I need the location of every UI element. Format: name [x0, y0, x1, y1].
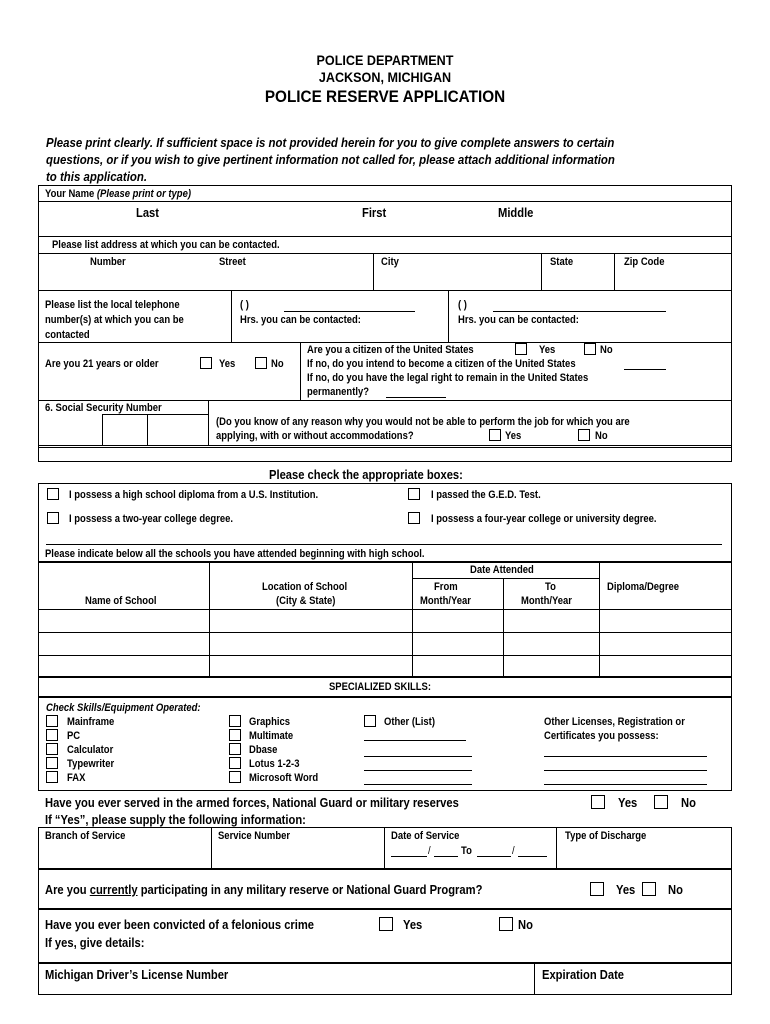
other-skill-line-2[interactable]	[364, 756, 472, 757]
service-number-field[interactable]: Service Number	[218, 830, 291, 842]
age-bottom-line	[38, 400, 732, 401]
address-zip-field[interactable]: Zip Code	[624, 256, 665, 268]
phone-label-1: Please list the local telephone	[45, 299, 180, 311]
citizen-remain-question: If no, do you have the legal right to remain in the United States	[307, 372, 589, 384]
felony-no-checkbox[interactable]	[499, 917, 513, 931]
hs-diploma-checkbox[interactable]	[47, 488, 59, 500]
drivers-license-field[interactable]: Michigan Driver’s License Number	[45, 967, 229, 982]
schools-col-divider-2	[412, 562, 413, 677]
header-location-2: (City & State)	[276, 595, 336, 607]
skill-lotus-checkbox[interactable]	[229, 757, 241, 769]
header-location-1: Location of School	[262, 581, 348, 593]
skill-calculator-checkbox[interactable]	[46, 743, 58, 755]
date-attended-underline	[412, 578, 599, 579]
job-no-checkbox[interactable]	[578, 429, 590, 441]
citizen-permanently-label: permanently?	[307, 386, 370, 398]
skill-fax-label: FAX	[67, 772, 86, 784]
phone-2-hours-label: Hrs. you can be contacted:	[458, 314, 579, 326]
other-skill-line-3[interactable]	[364, 770, 472, 771]
current-yes-label: Yes	[616, 882, 636, 897]
address-number-field[interactable]: Number	[90, 256, 126, 268]
header-to-1: To	[545, 581, 556, 593]
two-year-label: I possess a two-year college degree.	[69, 513, 234, 525]
citizen-yes-checkbox[interactable]	[515, 343, 527, 355]
license-divider	[534, 963, 535, 995]
ssn-input[interactable]	[102, 414, 208, 415]
military-no-checkbox[interactable]	[654, 795, 668, 809]
military-divider-1	[211, 827, 212, 869]
felony-yes-checkbox[interactable]	[379, 917, 393, 931]
ssn-tick-1	[102, 414, 103, 445]
skill-multimate-checkbox[interactable]	[229, 729, 241, 741]
felony-no-label: No	[518, 917, 533, 932]
phone-bottom-line	[38, 342, 732, 343]
skill-graphics-label: Graphics	[249, 716, 291, 728]
license-line-3[interactable]	[544, 784, 707, 785]
your-name-text: Your Name	[45, 188, 95, 200]
military-yes-checkbox[interactable]	[591, 795, 605, 809]
service-to-year[interactable]	[518, 856, 547, 857]
military-divider-3	[556, 827, 557, 869]
header-to-2: Month/Year	[521, 595, 572, 607]
age-yes-label: Yes	[219, 358, 236, 370]
current-yes-checkbox[interactable]	[590, 882, 604, 896]
skill-mainframe-checkbox[interactable]	[46, 715, 58, 727]
service-to-slash: /	[512, 845, 515, 857]
form-title: POLICE RESERVE APPLICATION	[264, 87, 506, 106]
skill-dbase-checkbox[interactable]	[229, 743, 241, 755]
military-yes-label: Yes	[618, 795, 638, 810]
current-emphasis: currently	[89, 882, 138, 897]
skill-typewriter-label: Typewriter	[67, 758, 115, 770]
header-from-2: Month/Year	[420, 595, 471, 607]
felony-yes-label: Yes	[403, 917, 423, 932]
current-military-question	[45, 882, 482, 897]
schools-col-divider-1	[209, 562, 210, 677]
job-question-line-1: (Do you know of any reason why you would not be able to perform the job for which you are	[216, 416, 630, 428]
skill-calculator-label: Calculator	[67, 744, 114, 756]
intro-line-3: to this application.	[46, 169, 148, 184]
schools-header-bottom	[38, 609, 732, 610]
military-no-label: No	[681, 795, 696, 810]
phone-2-input[interactable]	[493, 311, 666, 312]
job-yes-label: Yes	[505, 430, 522, 442]
expiration-date-field[interactable]: Expiration Date	[542, 967, 625, 982]
ssn-label: 6. Social Security Number	[45, 402, 162, 414]
two-year-checkbox[interactable]	[47, 512, 59, 524]
address-bottom-line	[38, 290, 732, 291]
phone-2-area-code: ( )	[458, 299, 467, 311]
citizen-divider	[300, 342, 301, 400]
skill-fax-checkbox[interactable]	[46, 771, 58, 783]
header-diploma: Diploma/Degree	[607, 581, 680, 593]
service-to-month[interactable]	[477, 856, 511, 857]
citizen-no-checkbox[interactable]	[584, 343, 596, 355]
ged-label: I passed the G.E.D. Test.	[431, 489, 541, 501]
branch-of-service-field[interactable]: Branch of Service	[45, 830, 126, 842]
skill-dbase-label: Dbase	[249, 744, 278, 756]
current-pre: Are you	[45, 882, 90, 897]
address-divider-3	[614, 253, 615, 290]
ssn-bottom-line	[38, 445, 732, 446]
type-of-discharge-field[interactable]: Type of Discharge	[565, 830, 647, 842]
job-no-label: No	[595, 430, 608, 442]
phone-label-2: number(s) at which you can be	[45, 314, 184, 326]
schools-row-2-bottom	[38, 655, 732, 656]
job-yes-checkbox[interactable]	[489, 429, 501, 441]
citizen-permanently-input[interactable]	[386, 397, 446, 398]
skill-mainframe-label: Mainframe	[67, 716, 115, 728]
phone-label-3: contacted	[45, 329, 90, 341]
skills-heading: SPECIALIZED SKILLS:	[329, 681, 431, 693]
skill-pc-checkbox[interactable]	[46, 729, 58, 741]
current-post: participating in any military reserve or National Guard Program?	[137, 882, 483, 897]
address-top-line	[38, 253, 732, 254]
header-name-of-school: Name of School	[85, 595, 157, 607]
citizen-intend-question: If no, do you intend to become a citizen of the United States	[307, 358, 576, 370]
age-no-label: No	[271, 358, 284, 370]
phone-1-area-code: ( )	[240, 299, 249, 311]
department-city: JACKSON, MICHIGAN	[318, 69, 452, 85]
phone-1-hours-label: Hrs. you can be contacted:	[240, 314, 361, 326]
license-line-1[interactable]	[544, 756, 707, 757]
skill-typewriter-checkbox[interactable]	[46, 757, 58, 769]
job-question-line-2: applying, with or without accommodations?	[216, 430, 414, 442]
citizen-question: Are you a citizen of the United States	[307, 344, 474, 356]
current-no-label: No	[668, 882, 683, 897]
schools-row-1-bottom	[38, 632, 732, 633]
address-state-field[interactable]: State	[550, 256, 574, 268]
military-ifyes: If “Yes”, please supply the following information:	[45, 812, 306, 827]
department-name: POLICE DEPARTMENT	[316, 52, 454, 68]
your-name-label	[45, 188, 191, 201]
ssn-tick-2	[147, 414, 148, 445]
skill-multimate-label: Multimate	[249, 730, 294, 742]
last-name-field[interactable]: Last	[136, 205, 159, 220]
address-divider-2	[541, 253, 542, 290]
date-of-service-label: Date of Service	[391, 830, 460, 842]
name-bottom-line	[38, 236, 732, 237]
service-from-year[interactable]	[434, 856, 458, 857]
education-divider	[46, 544, 722, 545]
page-header	[0, 52, 770, 108]
citizen-no-label: No	[600, 344, 613, 356]
address-city-field[interactable]: City	[381, 256, 399, 268]
service-from-slash: /	[428, 845, 431, 857]
address-label: Please list address at which you can be contacted.	[52, 239, 280, 251]
phone-divider-2	[448, 290, 449, 342]
skill-other-checkbox[interactable]	[364, 715, 376, 727]
address-divider-1	[373, 253, 374, 290]
blank-strip	[38, 447, 732, 462]
citizen-yes-label: Yes	[539, 344, 556, 356]
intro-line-2: questions, or if you wish to give pertinent information not called for, please attach additional information	[46, 152, 615, 167]
middle-name-field[interactable]: Middle	[498, 205, 534, 220]
header-date-attended: Date Attended	[470, 564, 534, 576]
skill-word-label: Microsoft Word	[249, 772, 319, 784]
skill-graphics-checkbox[interactable]	[229, 715, 241, 727]
schools-table	[38, 562, 732, 677]
service-from-month[interactable]	[391, 856, 427, 857]
current-no-checkbox[interactable]	[642, 882, 656, 896]
skill-other-label: Other (List)	[384, 716, 435, 728]
header-from-1: From	[434, 581, 458, 593]
skill-word-checkbox[interactable]	[229, 771, 241, 783]
military-divider-2	[384, 827, 385, 869]
license-line-2[interactable]	[544, 770, 707, 771]
service-to-label: To	[461, 845, 472, 857]
military-question: Have you ever served in the armed forces, National Guard or military reserves	[45, 795, 459, 810]
other-skill-line-1[interactable]	[364, 740, 466, 741]
first-name-field[interactable]: First	[362, 205, 387, 220]
other-skill-line-4[interactable]	[364, 784, 472, 785]
name-label-divider	[38, 201, 732, 202]
schools-label: Please indicate below all the schools you have attended beginning with high school.	[45, 548, 425, 560]
phone-divider-1	[231, 290, 232, 342]
hs-diploma-label: I possess a high school diploma from a U.S. Institution.	[69, 489, 319, 501]
felony-details-label: If yes, give details:	[45, 935, 145, 950]
your-name-note: (Please print or type)	[96, 188, 191, 200]
intro-line-1: Please print clearly. If sufficient space is not provided herein for you to give complete answers to certain	[46, 135, 615, 150]
four-year-label: I possess a four-year college or university degree.	[431, 513, 657, 525]
skills-label: Check Skills/Equipment Operated:	[46, 702, 201, 714]
four-year-checkbox[interactable]	[408, 512, 420, 524]
phone-1-input[interactable]	[284, 311, 415, 312]
skill-pc-label: PC	[67, 730, 81, 742]
ged-checkbox[interactable]	[408, 488, 420, 500]
age-yes-checkbox[interactable]	[200, 357, 212, 369]
skill-lotus-label: Lotus 1-2-3	[249, 758, 300, 770]
licenses-label-2: Certificates you possess:	[544, 730, 659, 742]
address-street-field[interactable]: Street	[219, 256, 246, 268]
schools-col-divider-4	[599, 562, 600, 677]
education-heading: Please check the appropriate boxes:	[269, 467, 463, 482]
licenses-label-1: Other Licenses, Registration or	[544, 716, 685, 728]
age-no-checkbox[interactable]	[255, 357, 267, 369]
ssn-divider	[208, 400, 209, 445]
age-question: Are you 21 years or older	[45, 358, 159, 370]
felony-question: Have you ever been convicted of a felonious crime	[45, 917, 315, 932]
schools-col-divider-3	[503, 578, 504, 677]
citizen-intend-input[interactable]	[624, 369, 666, 370]
